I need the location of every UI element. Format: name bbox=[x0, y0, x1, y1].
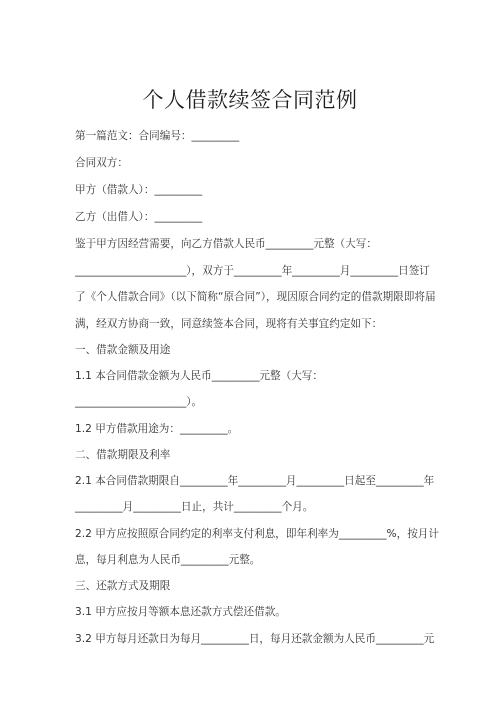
clause-2-1: 2.1 本合同借款期限自_________年_________月_________日起至_________年 bbox=[75, 475, 435, 487]
preamble-line: _____________________），双方于_________年_________月_________日签订 bbox=[75, 265, 430, 277]
clause-2-1-continued: _________月_________日止，共计_________个月。 bbox=[75, 501, 314, 513]
section-heading-3: 三、还款方式及期限 bbox=[75, 580, 171, 592]
section-heading-1: 一、借款金额及用途 bbox=[75, 344, 171, 356]
section-heading-2: 二、借款期限及利率 bbox=[75, 449, 171, 461]
clause-3-1: 3.1 甲方应按月等额本息还款方式偿还借款。 bbox=[75, 606, 286, 618]
clause-1-2: 1.2 甲方借款用途为：_________。 bbox=[75, 423, 239, 435]
party-b-line: 乙方（出借人）：_________ bbox=[75, 211, 203, 223]
document-title: 个人借款续签合同范例 bbox=[142, 88, 358, 112]
clause-2-2-continued: 息，每月利息为人民币_________元整。 bbox=[75, 554, 261, 566]
parties-heading: 合同双方： bbox=[75, 157, 128, 169]
clause-1-1-continued: _____________________）。 bbox=[75, 396, 203, 408]
preamble-line: 鉴于甲方因经营需要，向乙方借款人民币_________元整（大写： bbox=[75, 238, 377, 250]
clause-2-2: 2.2 甲方应按照原合同约定的利率支付利息，即年利率为_________%，按月计 bbox=[75, 528, 439, 540]
clause-1-1: 1.1 本合同借款金额为人民币_________元整（大写： bbox=[75, 370, 323, 382]
preamble-line: 满，经双方协商一致，同意续签本合同，现将有关事宜约定如下： bbox=[75, 318, 383, 330]
contract-number-line: 第一篇范文：合同编号：_________ bbox=[75, 130, 240, 142]
party-a-line: 甲方（借款人）：_________ bbox=[75, 184, 203, 196]
clause-3-2: 3.2 甲方每月还款日为每月_________日，每月还款金额为人民币_________元 bbox=[75, 633, 435, 645]
preamble-line: 了《个人借款合同》（以下简称“原合同”），现因原合同约定的借款期限即将届 bbox=[75, 291, 436, 303]
